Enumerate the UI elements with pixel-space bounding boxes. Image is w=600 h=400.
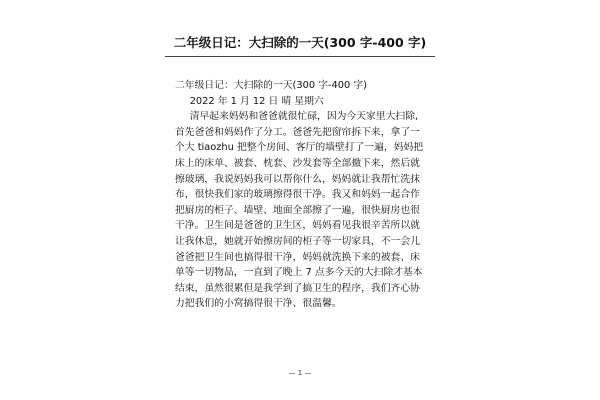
body-line: 干净。卫生间是爸爸的卫生区，妈妈看见我很辛苦所以就	[175, 220, 420, 232]
title-underline	[165, 56, 435, 57]
document-body	[175, 78, 440, 312]
body-line: 床上的床单、被套、枕套、沙发套等全部撤下来，然后就	[175, 157, 420, 169]
body-line: 清早起来妈妈和爸爸就很忙碌，因为今天家里大扫除,	[189, 111, 419, 123]
body-subtitle: 二年级日记：大扫除的一天(300 字-400 字)	[175, 80, 367, 91]
body-line: 首先爸爸和妈妈作了分工。爸爸先把窗帘拆下来，拿了一	[175, 126, 420, 138]
body-line: 力把我们的小窝搞得很干净、很温馨。	[175, 298, 342, 310]
body-line: 爸爸把卫生间也搞得很干净，妈妈就洗换下来的被套、床	[175, 251, 420, 263]
document-title: 二年级日记：大扫除的一天(300 字-400 字)	[173, 35, 427, 50]
body-line: 个大 tiaozhu 把整个房间、客厅的墙壁打了一遍，妈妈把	[175, 142, 424, 154]
body-line: 单等一切物品，一直到了晚上 7 点多今天的大扫除才基本	[175, 267, 423, 279]
date-line: 2022 年 1 月 12 日 晴 星期六	[189, 95, 324, 107]
body-line: 结束，虽然很累但是我学到了搞卫生的程序，我们齐心协	[175, 282, 420, 294]
body-line: 擦玻璃，我说妈妈我可以帮你什么，妈妈就让我帮忙洗抹	[175, 173, 420, 185]
body-line: 让我休息，她就开始擦房间的柜子等一切家具，不一会儿	[175, 235, 420, 247]
body-line: 把厨房的柜子、墙壁、地面全部擦了一遍，很快厨房也很	[175, 204, 420, 216]
page-number: — 1 —	[288, 369, 312, 377]
body-line: 布，很快我们家的玻璃擦得很干净。我又和妈妈一起合作	[175, 189, 420, 201]
